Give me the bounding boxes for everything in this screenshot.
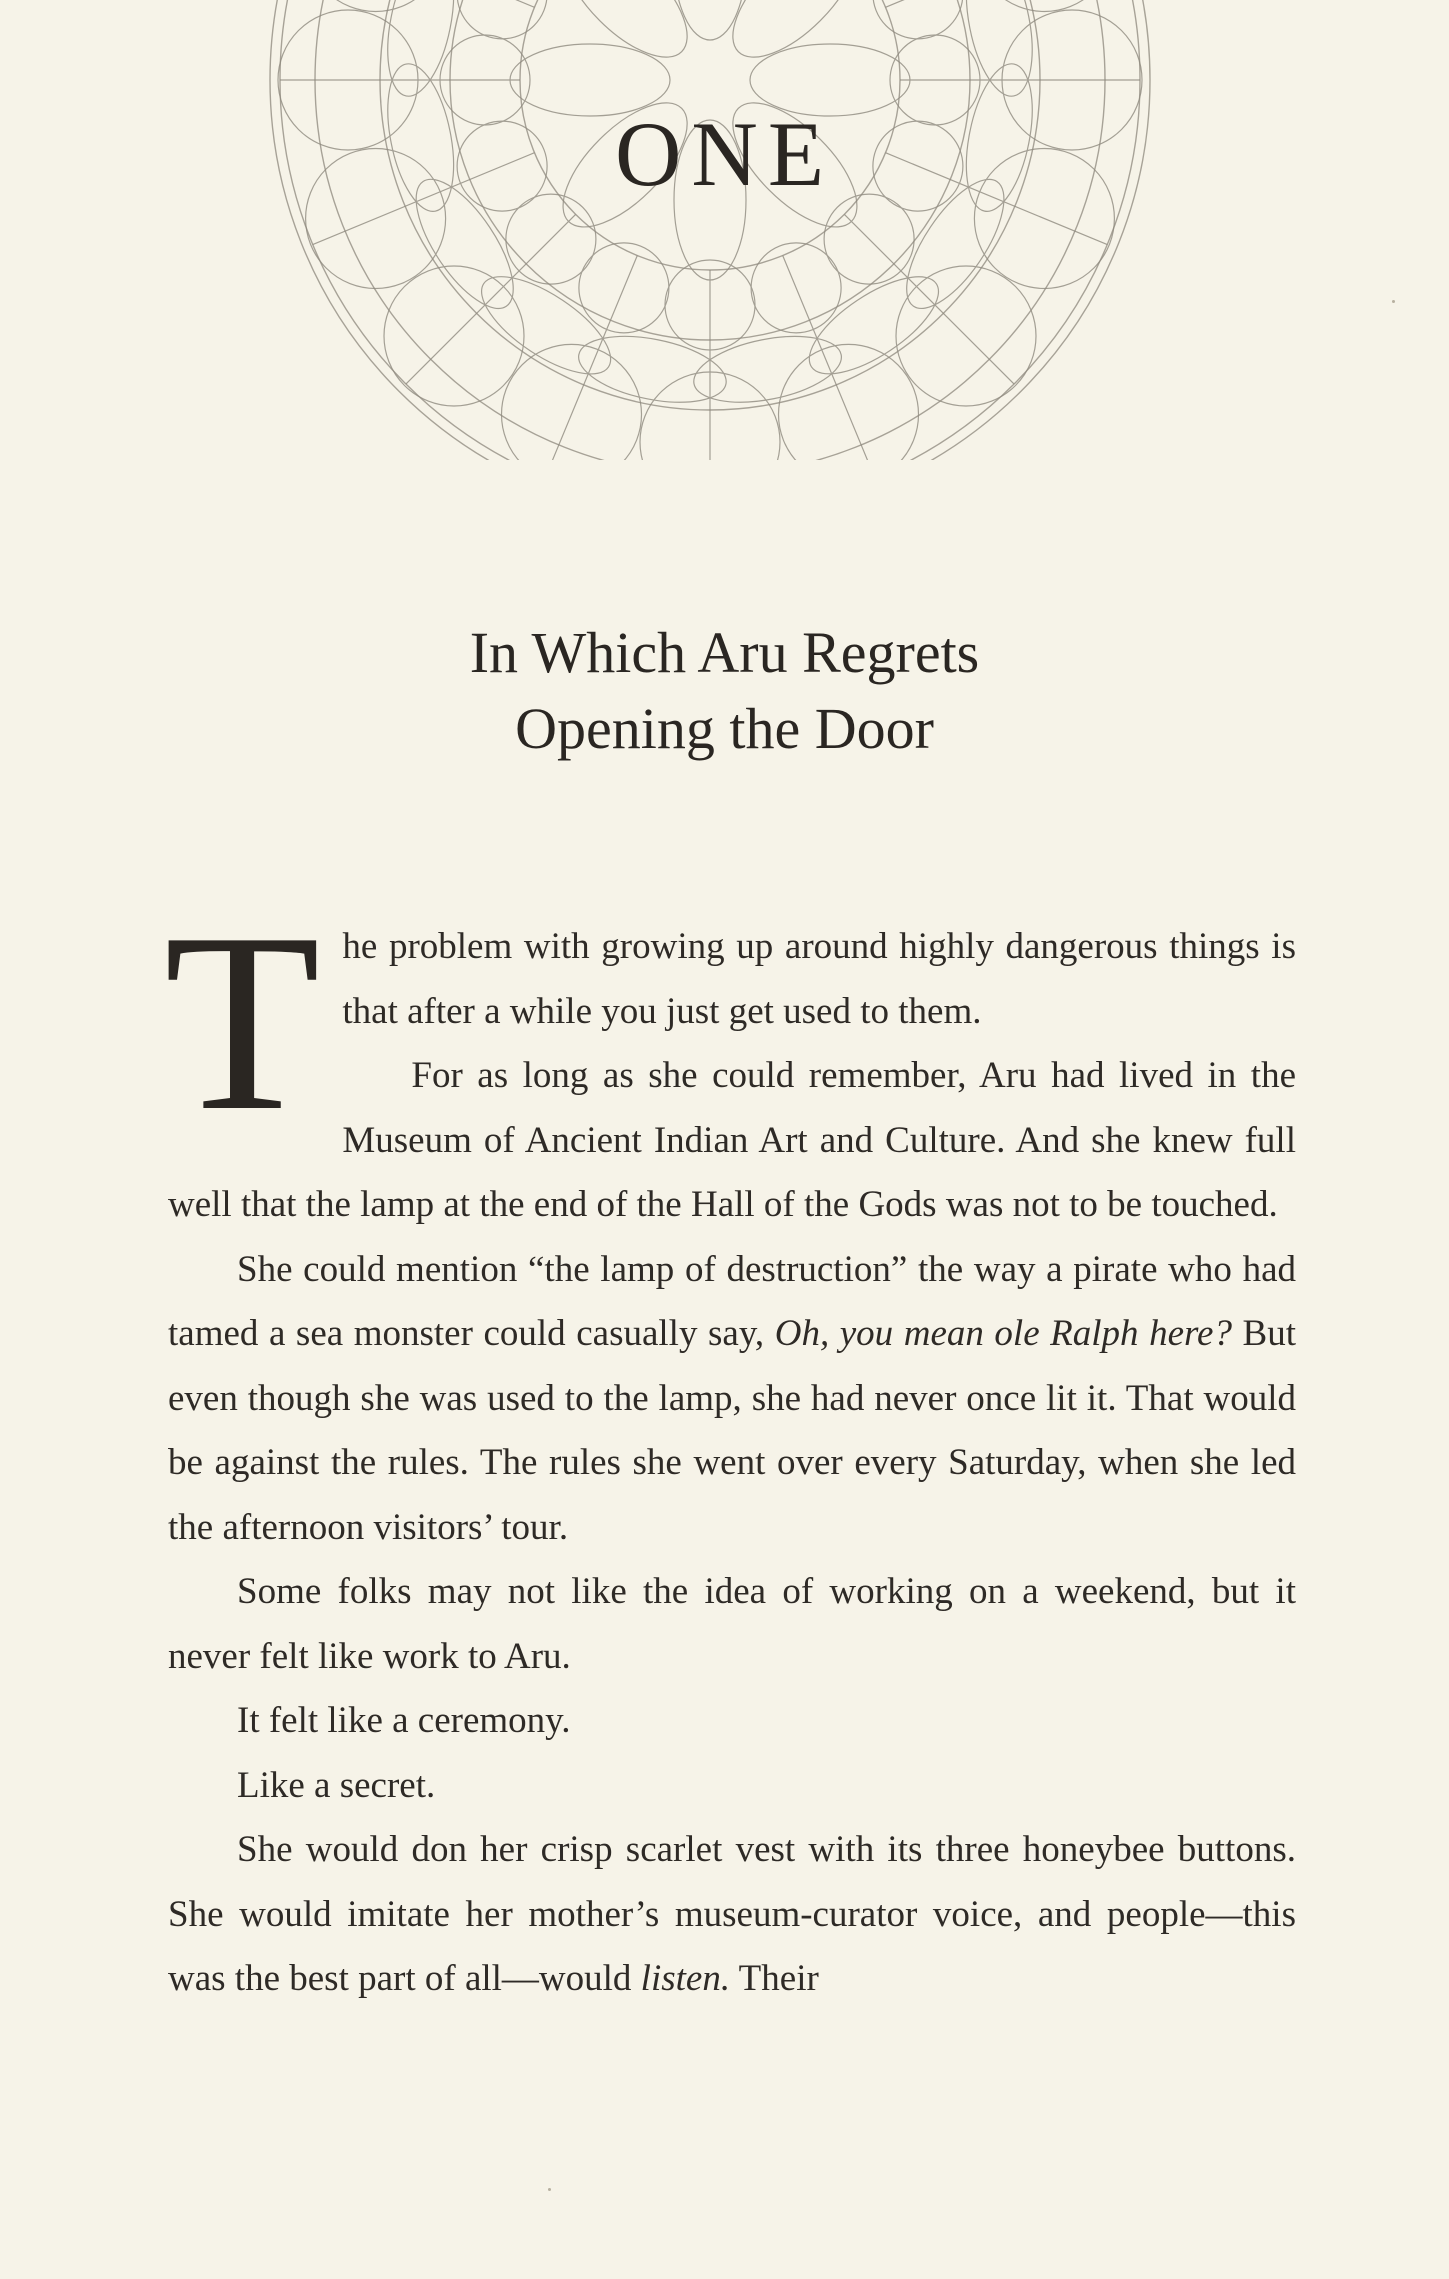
paragraph-3 — [168, 1238, 1296, 1561]
chapter-title-line-1: In Which Aru Regrets — [469, 620, 980, 685]
paragraph-7-italic: listen. — [640, 1958, 731, 1999]
chapter-body — [164, 881, 1296, 2012]
paragraph-7 — [168, 1818, 1296, 2012]
paragraph-3-text-b: But even though she was used to the lamp, she had never once lit it. That would be against the rules. The rules she went over every Saturday, when she led the afternoon visitors’ tour. — [168, 1313, 1296, 1548]
paragraph-5: It felt like a ceremony. — [237, 1700, 571, 1741]
chapter-title-line-2: Opening the Door — [515, 696, 934, 761]
paragraph-7-text-a: She would don her crisp scarlet vest with its three honeybee buttons. She would imitate her mother’s museum-curator voice, and people—this was the best part of all—would — [168, 1829, 1296, 1999]
paragraph-3-text-a: She could mention “the lamp of destruction” the way a pirate who had tamed a sea monster could casually say, — [168, 1248, 1296, 1354]
chapter-title — [0, 615, 1449, 767]
drop-cap: T — [164, 881, 321, 1164]
paragraph-6: Like a secret. — [237, 1764, 436, 1806]
paragraph-1-text: he problem with growing up around highly dangerous things is that after a while you just get used to them. — [342, 926, 1296, 1032]
paragraph-2-text: For as long as she could remember, Aru had lived in the Museum of Ancient Indian Art and Culture. And she knew full well that the lamp at the end of the Hall of the Gods was not to be touched. — [168, 1055, 1296, 1225]
knotwork-ornament-icon — [245, 0, 1175, 460]
paragraph-7-text-b: Their — [730, 1958, 819, 1999]
paper-speck — [1392, 300, 1395, 303]
paper-speck — [548, 2188, 551, 2191]
paragraph-4: Some folks may not like the idea of working on a weekend, but it never felt like work to Aru. — [168, 1571, 1296, 1677]
chapter-number: ONE — [614, 103, 835, 205]
paragraph-3-italic: Oh, you mean ole Ralph here? — [774, 1313, 1232, 1354]
paragraph-1 — [164, 881, 1296, 1238]
